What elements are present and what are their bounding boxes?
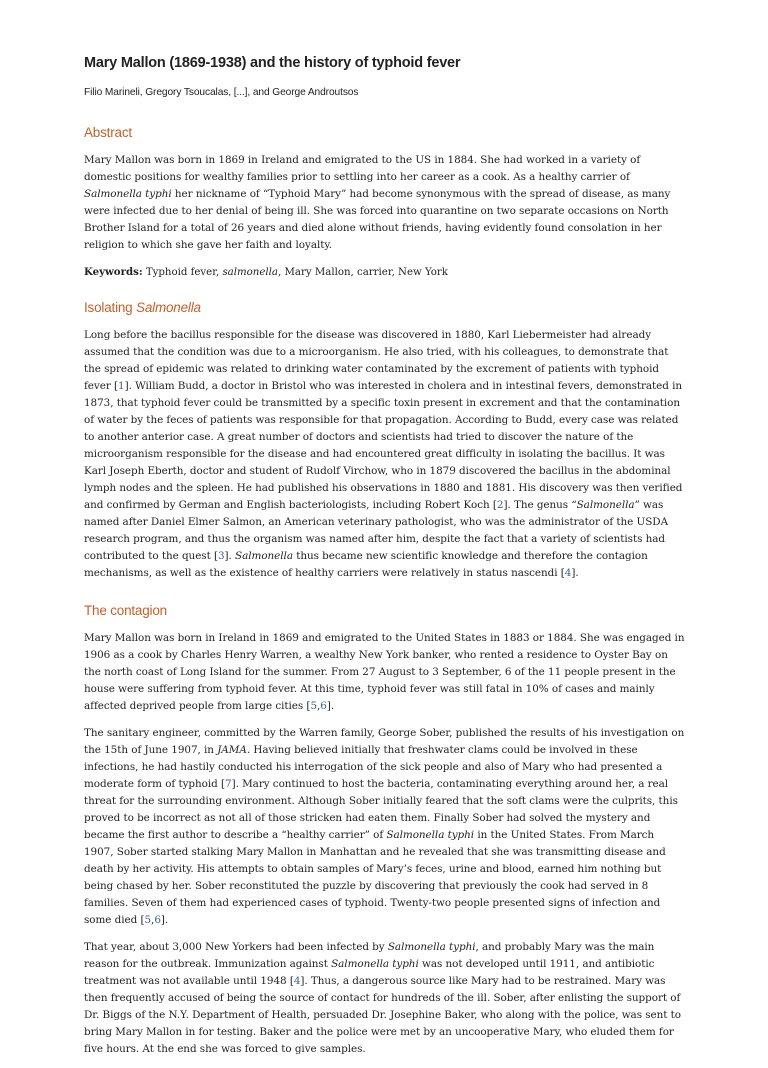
text-run: ]. <box>224 550 236 562</box>
italic-text: Salmonella typhi <box>331 958 419 970</box>
text-run: ]. William Budd, a doctor in Bristol who was interested in cholera and in intestinal fevers, demonstrated in 1873, that typhoid fever could be transmitted by a specific toxin present in excrement and that the contamination of water by the feces of patients was responsible for that propagation. According to Budd, every case was related to another anterior case. A great number of doctors and scientists had tried to discover the nature of the microorganism responsible for the disease and had encountered great difficulty in isolating the bacillus. It was Karl Joseph Eberth, doctor and student of Rudolf Virchow, who in 1879 discovered the bacillus in the abdominal lymph nodes and the spleen. He had published his observations in 1880 and 1881. His discovery was then verified and confirmed by German and English bacteriologists, including Robert Koch [ <box>84 380 683 511</box>
abstract-body <box>84 152 686 254</box>
author-list: Filio Marineli, Gregory Tsoucalas, [...], and George Androutsos <box>84 87 359 98</box>
text-run: Typhoid fever, <box>142 267 223 278</box>
section-isolating-salmonella <box>84 299 686 582</box>
section-paragraph <box>84 939 686 1058</box>
text-run: , and probably Mary was the main reason for the outbreak. Immunization against <box>84 941 655 970</box>
text-run: , Mary Mallon, carrier, New York <box>277 267 448 278</box>
citation-link[interactable]: 4 <box>564 567 572 579</box>
text-run: That year, about 3,000 New Yorkers had been infected by <box>84 941 388 953</box>
text-run: The sanitary engineer, committed by the Warren family, George Sober, published the results of his investigation on the 15th of June 1907, in <box>84 727 685 756</box>
italic-text: Salmonella typhi <box>387 941 476 953</box>
text-run: Isolating <box>84 300 137 315</box>
text-run: ]. <box>160 914 169 926</box>
citation-link[interactable]: 4 <box>293 975 301 987</box>
text-run: , <box>151 914 155 926</box>
italic-text: Salmonella typhi <box>386 829 475 841</box>
text-run: her nickname of “Typhoid Mary” had become synonymous with the spread of disease, as many were infected due to her denial of being ill. She was forced into quarantine on two separate occasions on North Brother Island for a total of 26 years and died alone without friends, having evidently found consolation in her religion to which she gave her faith and loyalty. <box>84 188 671 251</box>
citation-link[interactable]: 6 <box>154 914 161 926</box>
text-run: . Having believed initially that freshwater clams could be involved in these infections, he had hastily conducted his interrogation of the sick people and also of Mary who had presented a moderate form of typhoid [ <box>84 744 663 790</box>
citation-link[interactable]: 5 <box>144 914 152 926</box>
keywords-label: Keywords: <box>84 266 143 278</box>
section-paragraph <box>84 327 686 582</box>
keywords-line <box>84 264 686 281</box>
citation-link[interactable]: 2 <box>496 499 504 511</box>
text-run: ]. The genus “ <box>503 499 577 511</box>
citation-link[interactable]: 3 <box>217 550 225 562</box>
section-spacer <box>84 592 686 602</box>
text-run: ]. Thus, a dangerous source like Mary had to be restrained. Mary was then frequently accused of being the source of contact for hundreds of the ill. Sober, after enlisting the support of Dr. Biggs of the N.Y. Department of Health, persuaded Dr. Josephine Baker, who along with the police, was sent to bring Mary Mallon in for testing. Baker and the police were met by an uncooperative Mary, who eluded them for five hours. At the end she was forced to give samples. <box>84 975 681 1055</box>
keywords-list <box>143 267 448 278</box>
citation-link[interactable]: 5 <box>310 700 317 712</box>
text-run: was not developed until 1911, and antibiotic treatment was not available until 1948 [ <box>84 958 655 987</box>
italic-text: salmonella <box>222 267 278 278</box>
article-title: Mary Mallon (1869-1938) and the history of typhoid fever <box>84 55 461 71</box>
citation-link[interactable]: 6 <box>320 700 327 712</box>
text-run: , <box>317 700 321 712</box>
section-paragraph <box>84 725 686 929</box>
text-run: in the United States. From March 1907, Sober started stalking Mary Mallon in Manhattan and he revealed that she was transmitting disease and death by her activity. His attempts to obtain samples of Mary’s feces, urine and blood, earned him nothing but being chased by her. Sober reconstituted the puzzle by discovering that previously the cook had served in 8 families. Seven of them had experienced cases of typhoid. Twenty-two people presented signs of infection and some died [ <box>84 829 666 926</box>
section-heading <box>84 299 686 317</box>
text-run: Mary Mallon was born in Ireland in 1869 and emigrated to the United States in 1883 or 1884. She was engaged in 1906 as a cook by Charles Henry Warren, a wealthy New York banker, who rented a residence to Oyster Bay on the north coast of Long Island for the summer. From 27 August to 3 September, 6 of the 11 people present in the house were suffering from typhoid fever. At this time, typhoid fever was still fatal in 10% of cases and mainly affected deprived people from large cities [ <box>84 632 685 712</box>
italic-text: JAMA <box>217 744 247 756</box>
section-the-contagion <box>84 602 686 1058</box>
text-run: ]. <box>571 567 579 579</box>
text-run: Long before the bacillus responsible for the disease was discovered in 1880, Karl Liebermeister had already assumed that the condition was due to a microorganism. He also tried, with his colleagues, to demonstrate that the spread of epidemic was related to drinking water contaminated by the excrement of patients with typhoid fever [ <box>84 329 669 392</box>
italic-text: Salmonella typhi <box>84 188 172 200</box>
text-run: thus became new scientific knowledge and therefore the contagion mechanisms, as well as the existence of healthy carriers were relatively in status nascendi [ <box>84 550 648 579</box>
section-paragraph <box>84 630 686 715</box>
text-run: ]. <box>326 700 335 712</box>
italic-text: Salmonella <box>136 300 201 315</box>
abstract-heading: Abstract <box>84 125 132 140</box>
article-page <box>84 54 686 1068</box>
citation-link[interactable]: 7 <box>225 778 232 790</box>
text-run: The contagion <box>84 603 167 618</box>
text-run: ” was named after Daniel Elmer Salmon, an American veterinary pathologist, who was the administrator of the USDA research program, and thus the organism was named after him, despite the fact that a variety of scientists had contributed to the quest [ <box>84 499 669 562</box>
text-run: Mary Mallon was born in 1869 in Ireland and emigrated to the US in 1884. She had worked in a variety of domestic positions for wealthy families prior to settling into her career as a cook. As a healthy carrier of <box>84 154 641 183</box>
section-heading <box>84 602 686 620</box>
italic-text: Salmonella <box>235 550 293 562</box>
text-run: ]. Mary continued to host the bacteria, contaminating everything around her, a real threat for the surrounding environment. Although Sober initially feared that the soft clams were the culprits, this proved to be incorrect as not all of those stricken had eaten them. Finally Sober had solved the mystery and became the first author to describe a “healthy carrier” of <box>84 778 678 841</box>
citation-link[interactable]: 1 <box>118 380 125 392</box>
italic-text: Salmonella <box>576 499 635 511</box>
abstract-paragraph <box>84 152 686 254</box>
